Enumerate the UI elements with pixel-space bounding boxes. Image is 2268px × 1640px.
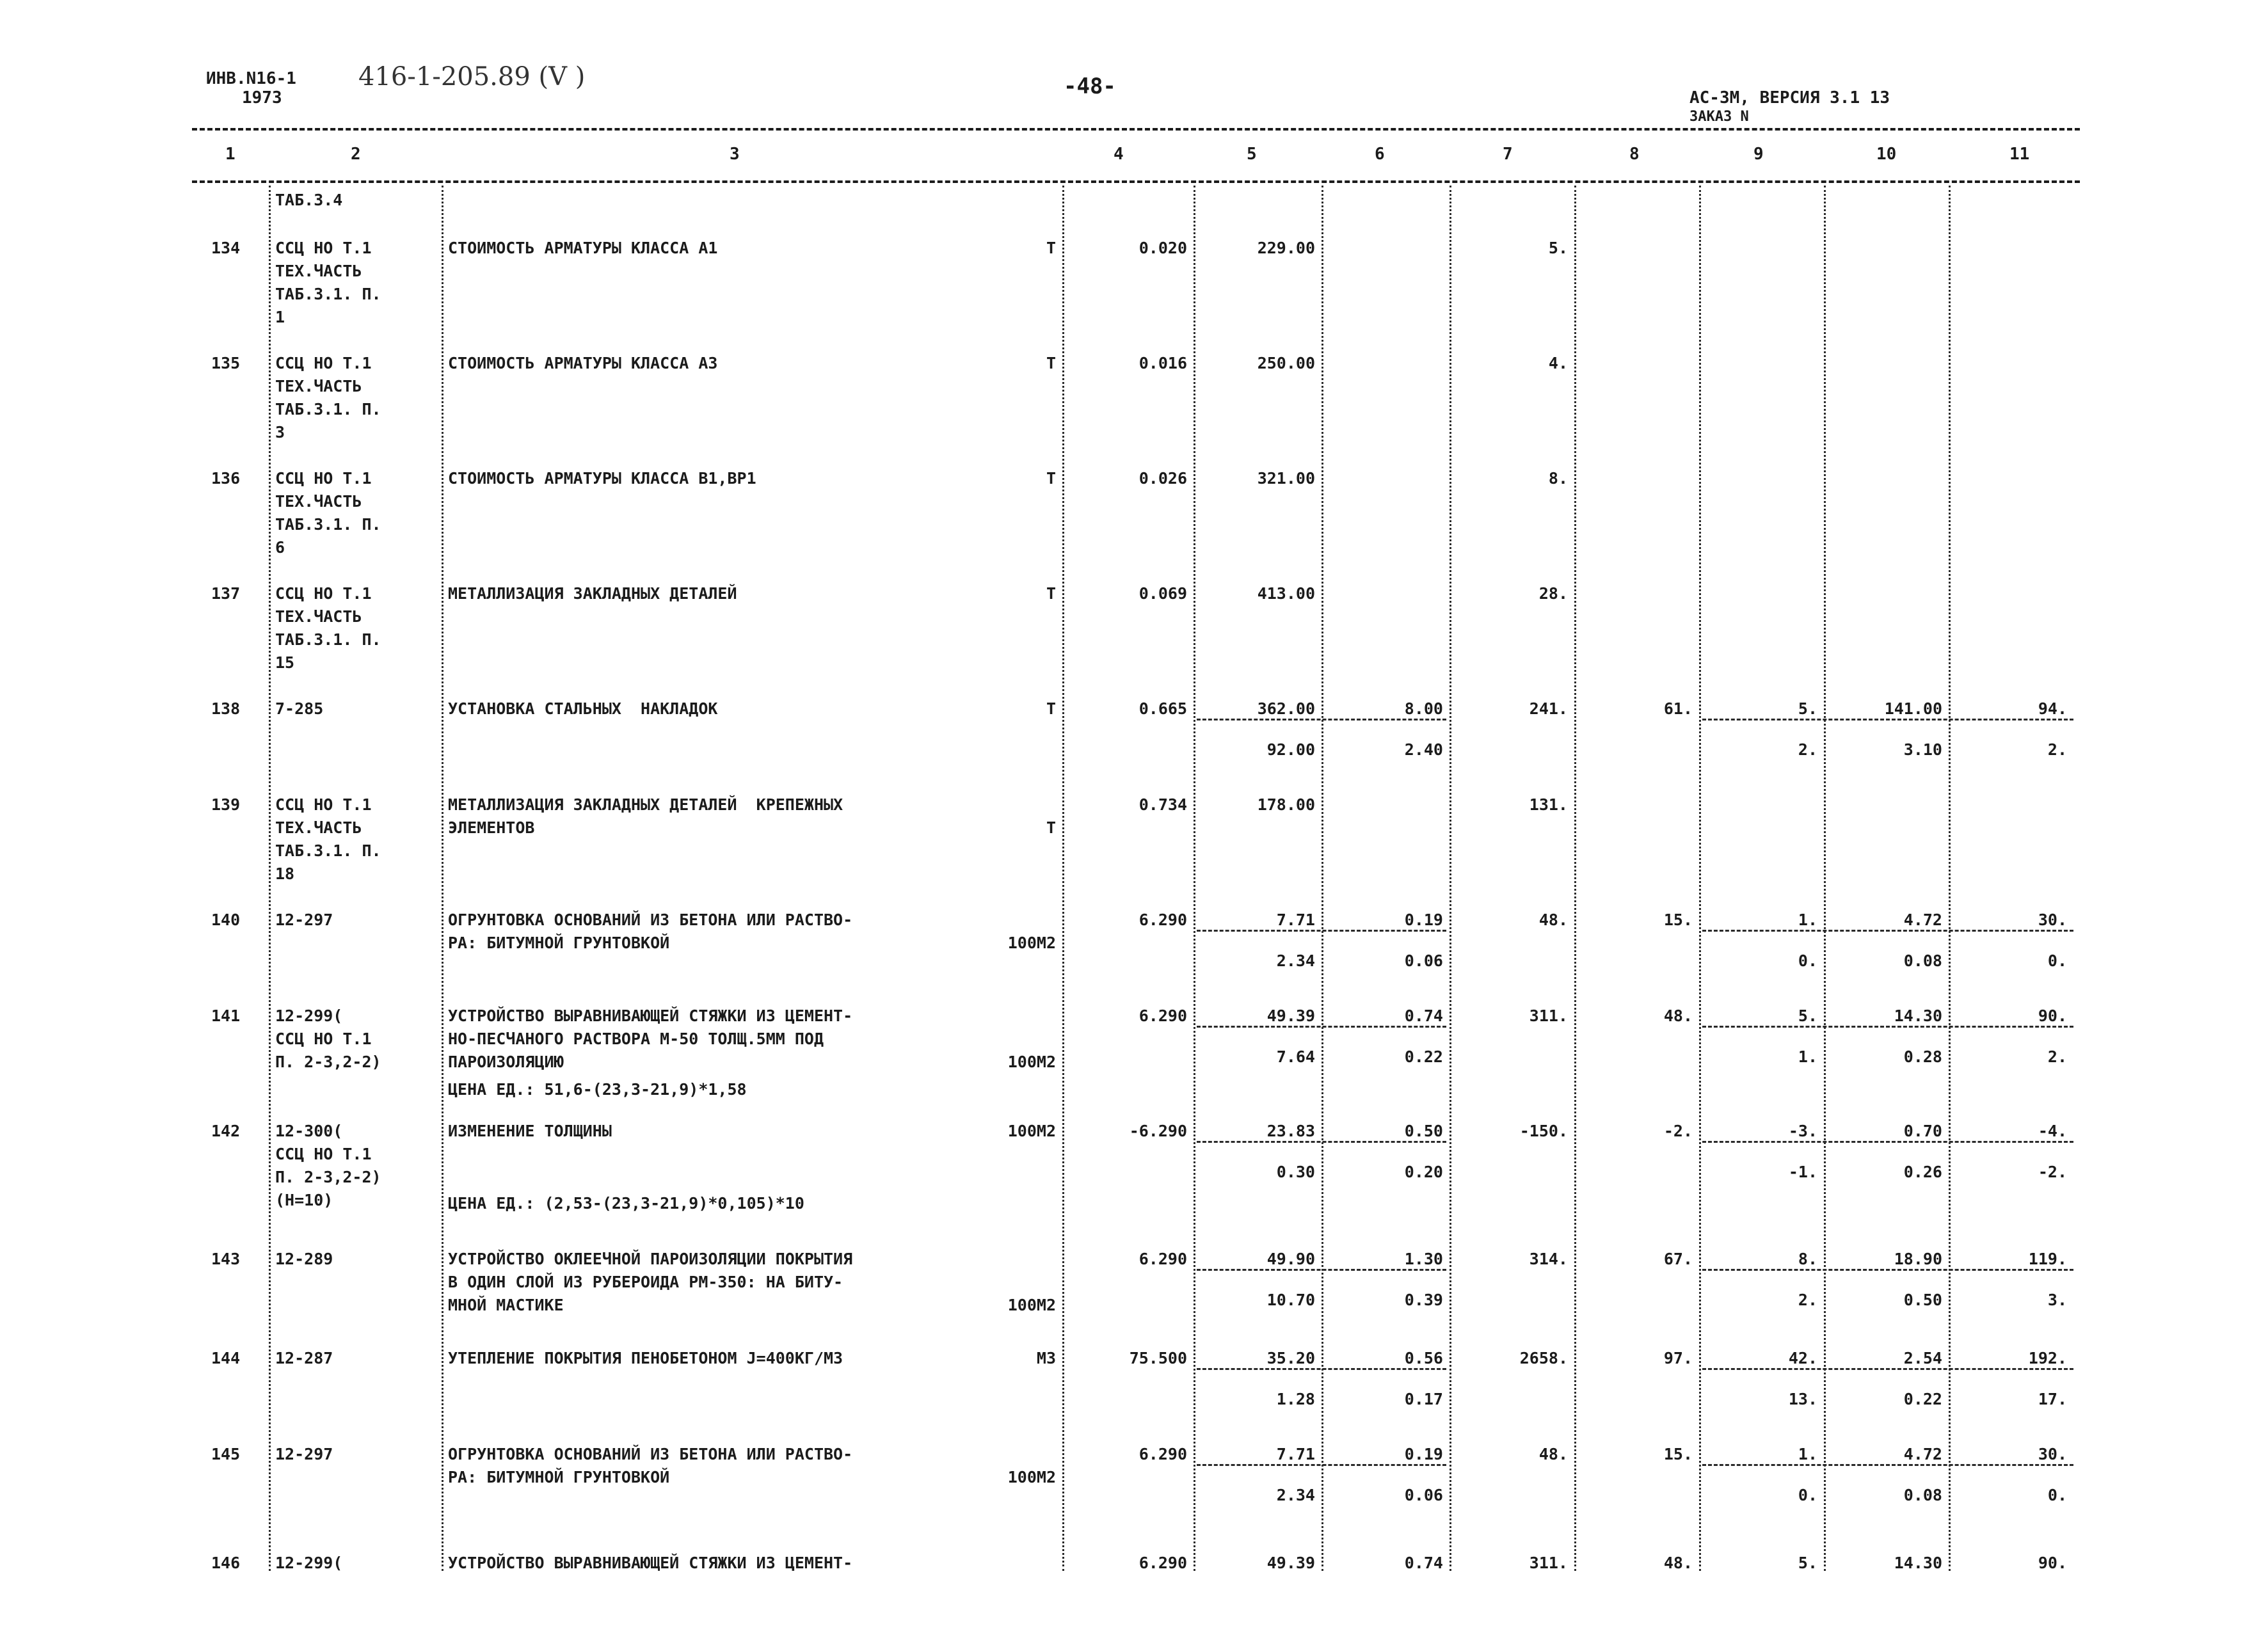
row-unit-price: 35.20	[1266, 1349, 1315, 1367]
row-code: ССЦ НО Т.1	[275, 239, 372, 257]
row-col9-wages: 13.	[1788, 1390, 1817, 1408]
row-code: 12-297	[275, 1445, 333, 1463]
row-quantity: 0.069	[1138, 584, 1187, 603]
column-number-3: 3	[730, 145, 740, 164]
column-number-6: 6	[1375, 145, 1385, 164]
row-unit-price-wages: 2.34	[1276, 951, 1315, 970]
row-number: 141	[211, 1007, 241, 1025]
row-description: ОГРУНТОВКА ОСНОВАНИЙ ИЗ БЕТОНА ИЛИ РАСТВО-	[448, 1445, 853, 1463]
row-description: РА: БИТУМНОЙ ГРУНТОВКОЙ	[448, 1468, 670, 1486]
row-unit-price: 49.39	[1266, 1007, 1315, 1025]
subtotal-divider	[1702, 1141, 2073, 1143]
row-unit: Т	[1046, 584, 1056, 603]
row-unit: 100М2	[1007, 1053, 1056, 1071]
row-code: ТАБ.3.1. П.	[275, 630, 381, 649]
row-col6: 1.30	[1404, 1250, 1443, 1268]
row-unit-price: 7.71	[1276, 1445, 1315, 1463]
row-col10-wages: 0.08	[1903, 1486, 1942, 1504]
row-col9: 1.	[1798, 911, 1817, 929]
column-separator	[1322, 186, 1323, 1571]
row-code: ТЕХ.ЧАСТЬ	[275, 492, 362, 511]
row-unit-price-wages: 92.00	[1266, 740, 1315, 759]
row-col9: 8.	[1798, 1250, 1817, 1268]
row-col11-wages: 0.	[2047, 951, 2067, 970]
row-code: ТАБ.3.1. П.	[275, 285, 381, 303]
column-number-4: 4	[1114, 145, 1124, 164]
row-code: ССЦ НО Т.1	[275, 1145, 372, 1163]
row-code: 12-287	[275, 1349, 333, 1367]
row-code: ССЦ НО Т.1	[275, 469, 372, 488]
subtotal-divider	[1702, 1269, 2073, 1271]
program-version: АС-3М, ВЕРСИЯ 3.1 13	[1689, 88, 1890, 107]
row-number: 142	[211, 1122, 241, 1140]
row-col6-wages: 2.40	[1404, 740, 1443, 759]
column-number-8: 8	[1629, 145, 1640, 164]
row-quantity: 0.665	[1138, 699, 1187, 718]
row-col9-wages: 0.	[1798, 1486, 1817, 1504]
row-col9-wages: 2.	[1798, 1291, 1817, 1309]
row-description: УСТРОЙСТВО ВЫРАВНИВАЮЩЕЙ СТЯЖКИ ИЗ ЦЕМЕНТ-	[448, 1554, 853, 1572]
row-unit: 100М2	[1007, 934, 1056, 952]
row-col11: 94.	[2038, 699, 2067, 718]
row-quantity: 6.290	[1138, 911, 1187, 929]
row-code: (Н=10)	[275, 1191, 333, 1209]
row-code: 15	[275, 653, 295, 672]
row-quantity: 0.734	[1138, 795, 1187, 814]
column-number-1: 1	[225, 145, 236, 164]
subtotal-divider	[1197, 930, 1446, 932]
row-number: 140	[211, 911, 241, 929]
row-col10: 4.72	[1903, 1445, 1942, 1463]
row-code: ТАБ.3.1. П.	[275, 400, 381, 418]
row-col10-wages: 0.08	[1903, 951, 1942, 970]
subtotal-divider	[1702, 1464, 2073, 1466]
subtotal-divider	[1197, 1141, 1446, 1143]
row-unit: Т	[1046, 818, 1056, 837]
subtotal-divider	[1197, 1026, 1446, 1028]
row-number: 146	[211, 1554, 241, 1572]
row-col10-wages: 0.50	[1903, 1291, 1942, 1309]
row-code: 6	[275, 538, 285, 557]
row-col10-wages: 3.10	[1903, 740, 1942, 759]
row-code: П. 2-3,2-2)	[275, 1168, 381, 1186]
column-separator	[442, 186, 443, 1571]
row-col9-wages: -1.	[1788, 1163, 1817, 1181]
column-separator	[1824, 186, 1826, 1571]
subtotal-divider	[1702, 719, 2073, 720]
row-code: 1	[275, 308, 285, 326]
column-separator	[1194, 186, 1195, 1571]
row-col8: 61.	[1663, 699, 1693, 718]
row-col11: 30.	[2038, 911, 2067, 929]
row-col9-wages: 0.	[1798, 951, 1817, 970]
subtotal-divider	[1197, 719, 1446, 720]
row-quantity: 6.290	[1138, 1445, 1187, 1463]
row-total: 2658.	[1519, 1349, 1568, 1367]
row-total: 5.	[1548, 239, 1568, 257]
column-separator	[1574, 186, 1576, 1571]
row-description: МЕТАЛЛИЗАЦИЯ ЗАКЛАДНЫХ ДЕТАЛЕЙ	[448, 584, 737, 603]
row-total: 131.	[1529, 795, 1568, 814]
row-col8: 15.	[1663, 1445, 1693, 1463]
row-col10: 0.70	[1903, 1122, 1942, 1140]
row-description: ЭЛЕМЕНТОВ	[448, 818, 535, 837]
row-unit-price: 321.00	[1257, 469, 1315, 488]
row-description: УТЕПЛЕНИЕ ПОКРЫТИЯ ПЕНОБЕТОНОМ J=400КГ/М3	[448, 1349, 843, 1367]
row-unit: 100М2	[1007, 1468, 1056, 1486]
row-col8: -2.	[1663, 1122, 1693, 1140]
row-quantity: 0.020	[1138, 239, 1187, 257]
row-code: ТАБ.3.4	[275, 191, 343, 209]
row-quantity: 6.290	[1138, 1250, 1187, 1268]
row-description: УСТАНОВКА СТАЛЬНЫХ НАКЛАДОК	[448, 699, 718, 718]
column-separator	[1062, 186, 1064, 1571]
row-unit: 100М2	[1007, 1122, 1056, 1140]
row-number: 144	[211, 1349, 241, 1367]
row-col6: 0.74	[1404, 1554, 1443, 1572]
row-description: СТОИМОСТЬ АРМАТУРЫ КЛАССА А1	[448, 239, 718, 257]
row-description: РА: БИТУМНОЙ ГРУНТОВКОЙ	[448, 934, 670, 952]
row-col6: 0.19	[1404, 911, 1443, 929]
row-total: 241.	[1529, 699, 1568, 718]
row-col9: -3.	[1788, 1122, 1817, 1140]
row-description: СТОИМОСТЬ АРМАТУРЫ КЛАССА А3	[448, 354, 718, 372]
row-col10-wages: 0.28	[1903, 1047, 1942, 1066]
row-unit-price-wages: 7.64	[1276, 1047, 1315, 1066]
row-quantity: 6.290	[1138, 1007, 1187, 1025]
row-col8: 97.	[1663, 1349, 1693, 1367]
column-separator	[1949, 186, 1951, 1571]
row-description: ИЗМЕНЕНИЕ ТОЛЩИНЫ	[448, 1122, 612, 1140]
row-col10: 18.90	[1894, 1250, 1942, 1268]
price-calculation-note: ЦЕНА ЕД.: (2,53-(23,3-21,9)*0,105)*10	[448, 1194, 804, 1213]
row-description: УСТРОЙСТВО ВЫРАВНИВАЮЩЕЙ СТЯЖКИ ИЗ ЦЕМЕНТ-	[448, 1007, 853, 1025]
row-unit: Т	[1046, 699, 1056, 718]
row-col6-wages: 0.06	[1404, 951, 1443, 970]
row-number: 143	[211, 1250, 241, 1268]
handwritten-project-code: 416-1-205.89 (V )	[358, 62, 586, 92]
subtotal-divider	[1197, 1368, 1446, 1370]
row-description: УСТРОЙСТВО ОКЛЕЕЧНОЙ ПАРОИЗОЛЯЦИИ ПОКРЫТИЯ	[448, 1250, 853, 1268]
row-unit-price: 250.00	[1257, 354, 1315, 372]
row-unit-price: 7.71	[1276, 911, 1315, 929]
row-quantity: 75.500	[1129, 1349, 1187, 1367]
row-description: МЕТАЛЛИЗАЦИЯ ЗАКЛАДНЫХ ДЕТАЛЕЙ КРЕПЕЖНЫХ	[448, 795, 843, 814]
header-rule-bottom	[192, 180, 2080, 183]
row-unit-price: 178.00	[1257, 795, 1315, 814]
row-col11: 90.	[2038, 1007, 2067, 1025]
row-number: 134	[211, 239, 241, 257]
row-code: 12-289	[275, 1250, 333, 1268]
row-code: ТАБ.3.1. П.	[275, 515, 381, 534]
row-unit: 100М2	[1007, 1296, 1056, 1314]
row-col11-wages: 2.	[2047, 740, 2067, 759]
row-unit-price-wages: 10.70	[1266, 1291, 1315, 1309]
row-col8: 48.	[1663, 1007, 1693, 1025]
header-rule-top	[192, 128, 2080, 131]
row-col6-wages: 0.22	[1404, 1047, 1443, 1066]
row-col9-wages: 1.	[1798, 1047, 1817, 1066]
row-col11-wages: 3.	[2047, 1291, 2067, 1309]
row-col11-wages: 0.	[2047, 1486, 2067, 1504]
inventory-number: ИНВ.N16-1	[206, 69, 296, 88]
column-separator	[1699, 186, 1701, 1571]
row-col6: 0.50	[1404, 1122, 1443, 1140]
order-number: ЗАКАЗ N	[1689, 109, 1749, 125]
row-col6-wages: 0.39	[1404, 1291, 1443, 1309]
row-unit-price: 413.00	[1257, 584, 1315, 603]
row-code: 12-299(	[275, 1554, 343, 1572]
row-code: 18	[275, 864, 295, 883]
row-number: 137	[211, 584, 241, 603]
row-code: ССЦ НО Т.1	[275, 354, 372, 372]
row-number: 139	[211, 795, 241, 814]
row-quantity: 0.026	[1138, 469, 1187, 488]
row-code: ТЕХ.ЧАСТЬ	[275, 818, 362, 837]
column-separator	[269, 186, 271, 1571]
row-code: 7-285	[275, 699, 324, 718]
subtotal-divider	[1197, 1464, 1446, 1466]
column-number-2: 2	[351, 145, 361, 164]
row-unit-price-wages: 0.30	[1276, 1163, 1315, 1181]
row-col10: 2.54	[1903, 1349, 1942, 1367]
row-code: ТЕХ.ЧАСТЬ	[275, 377, 362, 395]
row-col11: 119.	[2028, 1250, 2067, 1268]
row-col8: 15.	[1663, 911, 1693, 929]
row-col10: 4.72	[1903, 911, 1942, 929]
row-col6-wages: 0.20	[1404, 1163, 1443, 1181]
row-code: 12-297	[275, 911, 333, 929]
row-col10-wages: 0.26	[1903, 1163, 1942, 1181]
row-col6: 0.19	[1404, 1445, 1443, 1463]
row-col8: 48.	[1663, 1554, 1693, 1572]
row-description: ПАРОИЗОЛЯЦИЮ	[448, 1053, 564, 1071]
row-unit-price-wages: 1.28	[1276, 1390, 1315, 1408]
row-col9: 42.	[1788, 1349, 1817, 1367]
row-col9: 5.	[1798, 699, 1817, 718]
row-col11-wages: 17.	[2038, 1390, 2067, 1408]
row-col6: 8.00	[1404, 699, 1443, 718]
row-code: ССЦ НО Т.1	[275, 1030, 372, 1048]
subtotal-divider	[1702, 930, 2073, 932]
row-number: 135	[211, 354, 241, 372]
row-code: 3	[275, 423, 285, 442]
row-total: 314.	[1529, 1250, 1568, 1268]
row-col8: 67.	[1663, 1250, 1693, 1268]
row-total: 311.	[1529, 1554, 1568, 1572]
row-col9: 5.	[1798, 1007, 1817, 1025]
row-col11: -4.	[2038, 1122, 2067, 1140]
row-col9-wages: 2.	[1798, 740, 1817, 759]
row-total: -150.	[1519, 1122, 1568, 1140]
row-quantity: -6.290	[1129, 1122, 1187, 1140]
row-col10-wages: 0.22	[1903, 1390, 1942, 1408]
row-col11: 192.	[2028, 1349, 2067, 1367]
row-col6-wages: 0.17	[1404, 1390, 1443, 1408]
row-col10: 14.30	[1894, 1007, 1942, 1025]
column-number-5: 5	[1247, 145, 1257, 164]
row-unit-price: 23.83	[1266, 1122, 1315, 1140]
row-unit: Т	[1046, 469, 1056, 488]
row-col11-wages: 2.	[2047, 1047, 2067, 1066]
subtotal-divider	[1702, 1026, 2073, 1028]
year: 1973	[242, 88, 282, 107]
row-code: ССЦ НО Т.1	[275, 795, 372, 814]
column-number-10: 10	[1876, 145, 1897, 164]
row-code: ТЕХ.ЧАСТЬ	[275, 262, 362, 280]
row-description: ОГРУНТОВКА ОСНОВАНИЙ ИЗ БЕТОНА ИЛИ РАСТВО-	[448, 911, 853, 929]
row-unit-price-wages: 2.34	[1276, 1486, 1315, 1504]
row-unit: Т	[1046, 354, 1056, 372]
row-col10: 141.00	[1884, 699, 1942, 718]
row-number: 145	[211, 1445, 241, 1463]
row-number: 136	[211, 469, 241, 488]
row-code: 12-299(	[275, 1007, 343, 1025]
row-unit-price: 362.00	[1257, 699, 1315, 718]
row-code: ССЦ НО Т.1	[275, 584, 372, 603]
page-number: -48-	[1064, 74, 1116, 99]
row-description: МНОЙ МАСТИКЕ	[448, 1296, 564, 1314]
row-col10: 14.30	[1894, 1554, 1942, 1572]
row-quantity: 0.016	[1138, 354, 1187, 372]
row-total: 48.	[1538, 1445, 1568, 1463]
subtotal-divider	[1702, 1368, 2073, 1370]
row-total: 28.	[1538, 584, 1568, 603]
column-separator	[1449, 186, 1451, 1571]
row-code: П. 2-3,2-2)	[275, 1053, 381, 1071]
row-unit: М3	[1036, 1349, 1056, 1367]
column-number-7: 7	[1503, 145, 1513, 164]
column-number-9: 9	[1753, 145, 1764, 164]
row-unit-price: 49.90	[1266, 1250, 1315, 1268]
row-total: 8.	[1548, 469, 1568, 488]
row-number: 138	[211, 699, 241, 718]
row-unit-price: 49.39	[1266, 1554, 1315, 1572]
row-unit: Т	[1046, 239, 1056, 257]
row-col9: 1.	[1798, 1445, 1817, 1463]
row-col11-wages: -2.	[2038, 1163, 2067, 1181]
row-unit-price: 229.00	[1257, 239, 1315, 257]
row-description: НО-ПЕСЧАНОГО РАСТВОРА М-50 ТОЛЩ.5ММ ПОД	[448, 1030, 824, 1048]
row-quantity: 6.290	[1138, 1554, 1187, 1572]
row-total: 4.	[1548, 354, 1568, 372]
row-description: В ОДИН СЛОЙ ИЗ РУБЕРОИДА РМ-350: НА БИТУ-	[448, 1273, 843, 1291]
column-number-11: 11	[2009, 145, 2030, 164]
row-description: СТОИМОСТЬ АРМАТУРЫ КЛАССА В1,ВР1	[448, 469, 756, 488]
row-total: 311.	[1529, 1007, 1568, 1025]
row-col11: 30.	[2038, 1445, 2067, 1463]
subtotal-divider	[1197, 1269, 1446, 1271]
row-code: ТЕХ.ЧАСТЬ	[275, 607, 362, 626]
row-col6-wages: 0.06	[1404, 1486, 1443, 1504]
row-col6: 0.74	[1404, 1007, 1443, 1025]
row-col9: 5.	[1798, 1554, 1817, 1572]
row-col11: 90.	[2038, 1554, 2067, 1572]
row-code: ТАБ.3.1. П.	[275, 841, 381, 860]
price-calculation-note: ЦЕНА ЕД.: 51,6-(23,3-21,9)*1,58	[448, 1080, 747, 1099]
row-code: 12-300(	[275, 1122, 343, 1140]
row-total: 48.	[1538, 911, 1568, 929]
row-col6: 0.56	[1404, 1349, 1443, 1367]
